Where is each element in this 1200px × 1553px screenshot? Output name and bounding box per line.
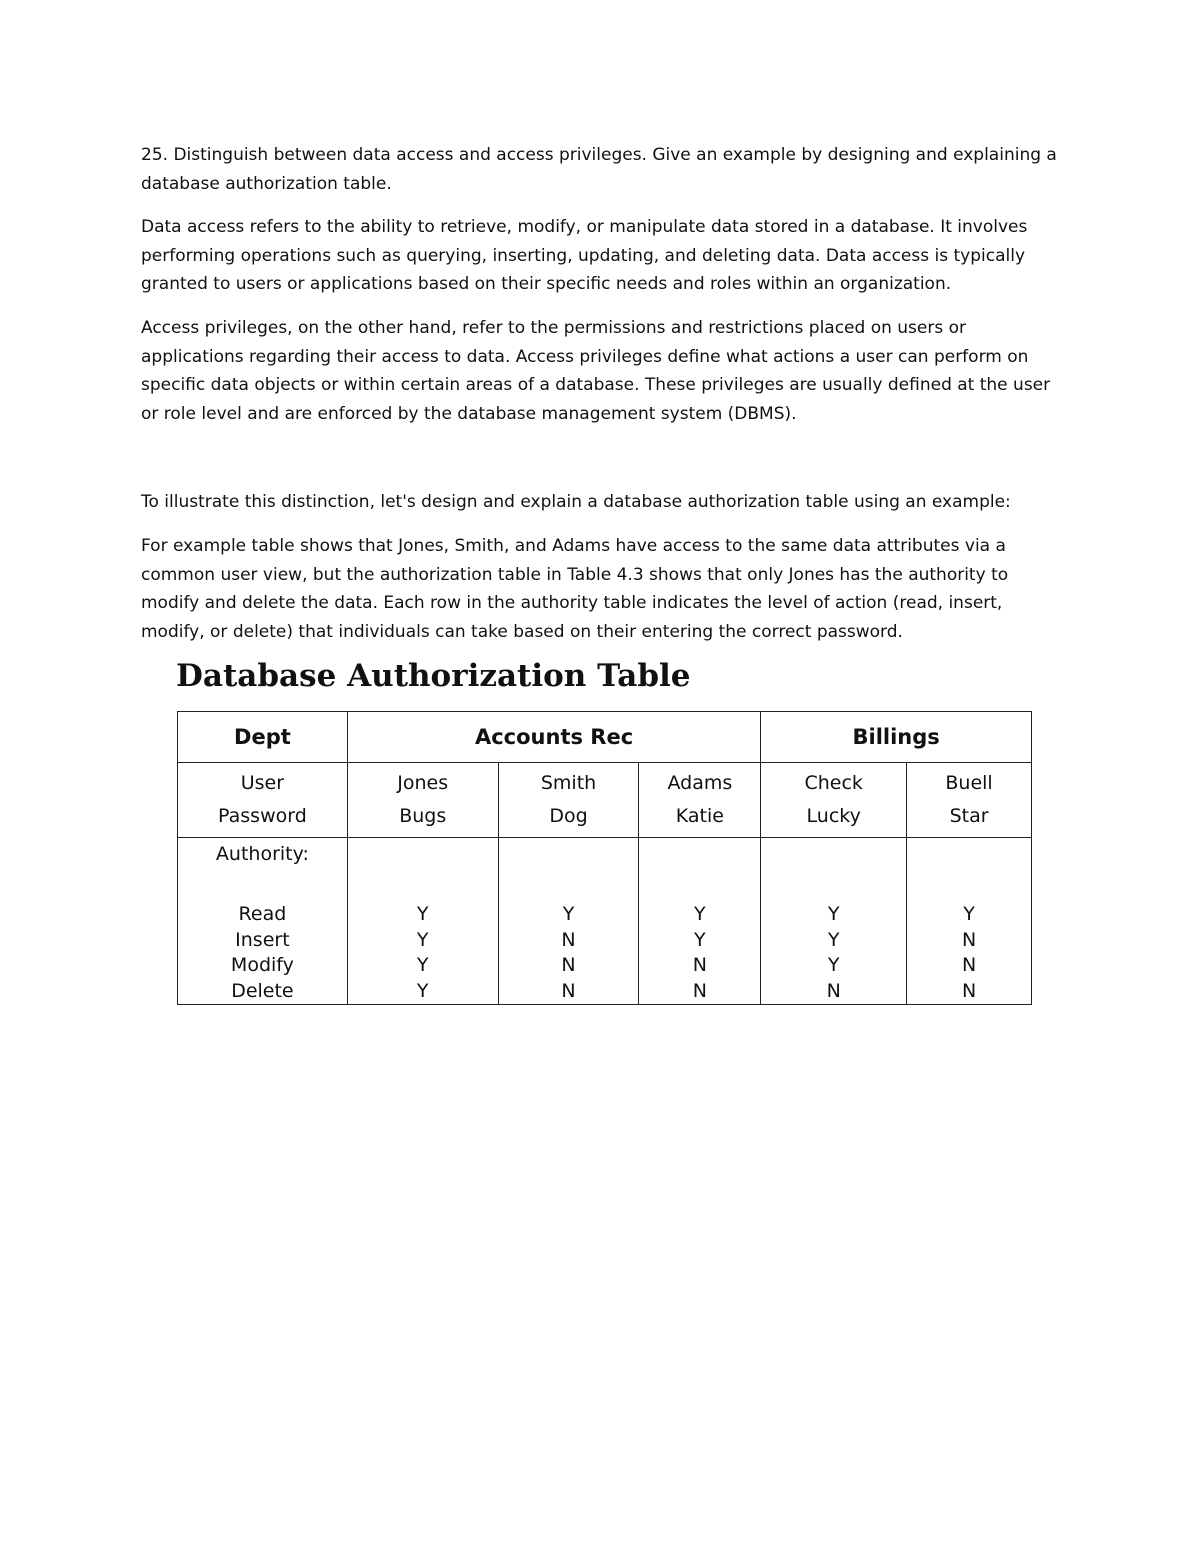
flag-modify: Y xyxy=(827,954,840,976)
dept-header: Dept xyxy=(178,712,348,763)
group-header-billings: Billings xyxy=(761,712,1032,763)
paragraph-example-explanation: For example table shows that Jones, Smith, and Adams have access to the same data attributes via a common user view, but the authorization table in Table 4.3 shows that only Jones has the authority to modify and delete the data. Each row in the authority table indicates the level of action (read, insert, modify, or delete) that individuals can take based on their entering the correct password. xyxy=(141,536,1009,642)
table-title: Database Authorization Table xyxy=(176,658,691,694)
flag-delete: N xyxy=(961,979,977,1002)
paragraph-illustration-intro: To illustrate this distinction, let's design and explain a database authorization table using an example: xyxy=(141,492,1011,512)
user-password: Dog xyxy=(549,805,588,827)
flag-insert: Y xyxy=(694,928,706,951)
user-password: Bugs xyxy=(399,805,447,827)
action-label-modify: Modify xyxy=(230,954,294,976)
authorization-table xyxy=(177,711,1032,1005)
authority-label: Authority: xyxy=(215,843,309,865)
flag-delete: N xyxy=(826,979,841,1002)
user-password: Katie xyxy=(675,805,724,827)
credentials-cell xyxy=(347,763,498,838)
action-label-delete: Delete xyxy=(231,979,294,1002)
flag-read: Y xyxy=(694,903,706,925)
action-labels xyxy=(178,902,347,1004)
action-label-read: Read xyxy=(238,903,287,925)
password-label: Password xyxy=(218,805,307,827)
flag-insert: N xyxy=(961,928,977,951)
credentials-cell xyxy=(761,763,907,838)
action-label-insert: Insert xyxy=(235,928,290,951)
authority-label-cell xyxy=(178,838,348,1005)
user-name: Jones xyxy=(397,772,449,794)
flag-insert: N xyxy=(561,928,576,951)
table-header-row xyxy=(178,712,1032,763)
flag-read: Y xyxy=(562,903,575,925)
flag-insert: Y xyxy=(827,928,840,951)
group-header-accounts-rec: Accounts Rec xyxy=(347,712,760,763)
user-name: Adams xyxy=(667,772,733,794)
flag-read: Y xyxy=(416,903,429,925)
flag-delete: Y xyxy=(416,979,429,1002)
flag-modify: N xyxy=(692,954,707,976)
flag-delete: N xyxy=(561,979,576,1002)
question-text: 25. Distinguish between data access and access privileges. Give an example by designing and explaining a database authorization table. xyxy=(141,145,1057,194)
authority-flags-cell xyxy=(761,838,907,1005)
paragraph-data-access: Data access refers to the ability to retrieve, modify, or manipulate data stored in a database. It involves performing operations such as querying, inserting, updating, and deleting data. Data access is typically granted to users or applications based on their specific needs and roles within an organization. xyxy=(141,217,1028,294)
credentials-row xyxy=(178,763,1032,838)
credentials-cell xyxy=(639,763,761,838)
user-label: User xyxy=(240,772,285,794)
authority-flags-cell xyxy=(498,838,639,1005)
flag-read: Y xyxy=(963,903,975,925)
credentials-cell xyxy=(498,763,639,838)
credentials-cell xyxy=(907,763,1032,838)
user-password: Lucky xyxy=(806,805,861,827)
paragraph-access-privileges: Access privileges, on the other hand, refer to the permissions and restrictions placed on users or applications regarding their access to data. Access privileges define what actions a user can perform on specific data objects or within certain areas of a database. These privileges are usually defined at the user or role level and are enforced by the database management system (DBMS). xyxy=(141,318,1051,424)
authority-flags-cell xyxy=(907,838,1032,1005)
user-name: Smith xyxy=(540,772,597,794)
authority-flags-cell xyxy=(347,838,498,1005)
flag-insert: Y xyxy=(416,928,429,951)
credentials-label-cell xyxy=(178,763,348,838)
flag-delete: N xyxy=(692,979,707,1002)
flag-modify: Y xyxy=(416,954,429,976)
user-name: Check xyxy=(804,772,863,794)
flag-modify: N xyxy=(561,954,576,976)
authority-flags-cell xyxy=(639,838,761,1005)
flag-read: Y xyxy=(827,903,840,925)
user-password: Star xyxy=(949,805,989,827)
flag-modify: N xyxy=(961,954,977,976)
authority-row xyxy=(178,838,1032,1005)
user-name: Buell xyxy=(945,772,993,794)
